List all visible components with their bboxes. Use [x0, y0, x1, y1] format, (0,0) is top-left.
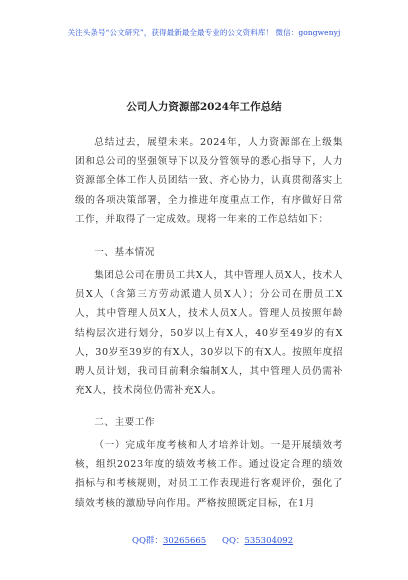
qq-contact [222, 534, 293, 546]
qq-number[interactable]: 535304092 [244, 536, 294, 546]
qq-group-number[interactable]: 30265665 [162, 536, 207, 546]
section1-paragraph: 集团总公司在册员工共X人，其中管理人员X人，技术人员X人（含第三方劳动派遣人员X人）；分公司在册员工X人，其中管理人员X人，技术人员X人。管理人员按照年龄结构层次进行划分，50岁以上有X人，40岁至49岁的有X人，30岁至39岁的有X人，30岁以下的有X人。按照年度招聘人员计划，我司目前剩余编制X人，其中管理人员仍需补充X人，技术岗位仍需补充X人。 [75, 270, 343, 397]
qq-group-contact [132, 534, 206, 546]
section2-paragraph: （一）完成年度考核和人才培养计划。一是开展绩效考核，组织2023年度的绩效考核工作。通过设定合理的绩效指标与和考核规则，对员工工作表现进行客观评价，强化了绩效考核的激励导向作用。严格按照既定目标，在1月 [75, 440, 343, 509]
qq-label: QQ： [222, 536, 245, 546]
header-promo-text: 关注头条号“公文研究”，获得最新最全最专业的公文资料库！ 微信：gongwenyj [67, 28, 341, 37]
document-title: 公司人力资源部2024年工作总结 [126, 101, 282, 113]
qq-group-label: QQ群： [132, 536, 163, 546]
intro-paragraph: 总结过去，展望未来。2024年，人力资源部在上级集团和总公司的坚强领导下以及分管领导的悉心指导下，人力资源部全体工作人员团结一致、齐心协力，认真贯彻落实上级的各项决策部署，全力推进年度重点工作，有序做好日常工作，并取得了一定成效。现将一年来的工作总结如下： [75, 137, 343, 225]
section2-heading: 二、主要工作 [94, 417, 156, 428]
section1-heading: 一、基本情况 [94, 247, 156, 258]
